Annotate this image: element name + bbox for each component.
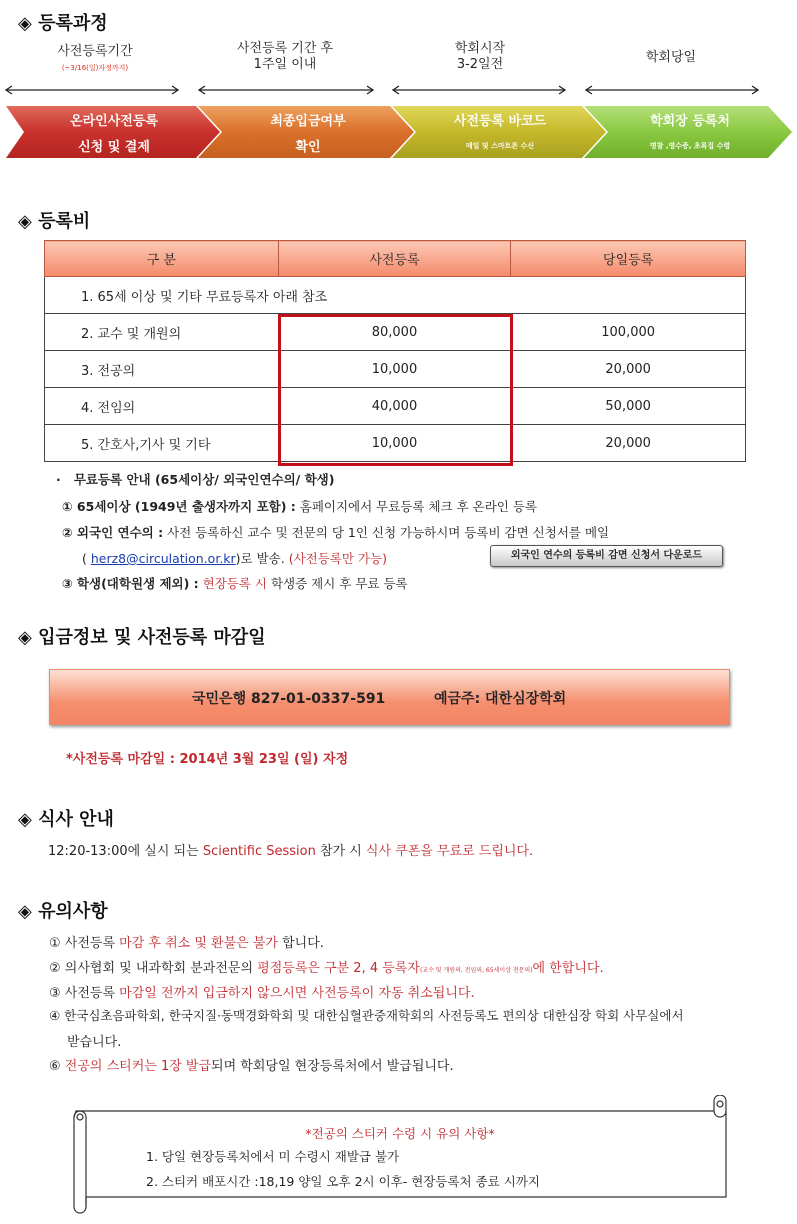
sticker-notice-title: *전공의 스티커 수령 시 유의 사항* [305,1126,495,1141]
step-2: 최종입금여부 확인 [270,114,346,155]
diamond-icon: ◈ [18,901,32,922]
stage-label-pre-registration: 사전등록기간 (~3/16(일)자정까지) [20,44,170,76]
free-registration-item-1: ① 65세이상 (1949년 출생자까지 포함) : 홈페이지에서 무료등록 체크 후 온라인 등록 [62,499,537,514]
section-title-fees: ◈ 등록비 [18,211,91,232]
note-item-5: ⑥ 전공의 스티커는 1장 발급되며 학회당일 현장등록처에서 발급됩니다. [49,1059,454,1074]
download-waiver-form-button[interactable]: 외국인 연수의 등록비 감면 신청서 다운로드 [490,545,723,567]
table-row: 1. 65세 이상 및 기타 무료등록자 아래 참조 [45,277,746,314]
table-row: 2. 교수 및 개원의 80,000 100,000 [45,314,746,351]
step-1: 온라인사전등록 신청 및 결제 [70,114,158,155]
header-pre-registration: 사전등록 [278,241,511,277]
diamond-icon: ◈ [18,809,32,830]
table-row: 3. 전공의 10,000 20,000 [45,351,746,388]
header-category: 구 분 [45,241,279,277]
bank-account: 국민은행 827-01-0337-591 [192,691,386,707]
table-row: 5. 간호사,기사 및 기타 10,000 20,000 [45,425,746,462]
section-title-notes: ◈ 유의사항 [18,901,108,922]
stage-label-after-registration: 사전등록 기간 후 1주일 이내 [236,41,334,72]
registration-deadline: *사전등록 마감일 : 2014년 3월 23일 (일) 자정 [66,752,349,767]
section-title-meal: ◈ 식사 안내 [18,809,114,830]
stage-note: (~3/16(일)자정까지) [61,64,129,72]
fee-table-header [45,241,746,277]
stage-label-conference-start: 학회시작 3-2일전 [454,41,506,72]
note-item-1: ① 사전등록 마감 후 취소 및 환불은 불가 합니다. [49,936,324,951]
step-3: 사전등록 바코드 메일 및 스마트폰 수신 [453,114,547,150]
stage-label-conference-day: 학회당일 [645,50,697,65]
free-registration-item-3: ③ 학생(대학원생 제외) : 현장등록 시 학생증 제시 후 무료 등록 [62,576,408,591]
table-row: 4. 전임의 40,000 50,000 [45,388,746,425]
free-registration-title: · 무료등록 안내 (65세이상/ 외국인연수의/ 학생) [56,472,335,487]
diamond-icon: ◈ [18,211,32,232]
sticker-notice-line-1: 1. 당일 현장등록처에서 미 수령시 재발급 불가 [146,1149,400,1164]
note-item-2: ② 의사협회 및 내과학회 분과전문의 평점등록은 구분 2, 4 등록자(교수 및 개원의, 전임의, 65세이상 전문의)에 한합니다. [49,961,604,976]
free-registration-item-2-email-line: ( herz8@circulation.or.kr)로 발송. (사전등록만 가능) [82,551,387,566]
section-title-payment: ◈ 입금정보 및 사전등록 마감일 [18,627,266,648]
step-4: 학회장 등록처 명찰 ,영수증, 초록집 수령 [649,114,731,150]
diamond-icon: ◈ [18,13,32,34]
free-registration-item-2: ② 외국인 연수의 : 사전 등록하신 교수 및 전문의 당 1인 신청 가능하시며 등록비 감면 신청서를 메일 [62,525,610,540]
timeline-arrows [0,82,797,98]
bank-info-bar [49,669,730,725]
email-link[interactable]: herz8@circulation.or.kr [90,551,236,566]
section-title-registration-process: ◈ 등록과정 [18,13,108,34]
account-holder: 예금주: 대한심장학회 [434,691,567,707]
pre-registration-highlight-box [278,314,513,466]
note-item-4: ④ 한국심초음파학회, 한국지질·동맥경화학회 및 대한심혈관중재학회의 사전등록도 편의상 대한심장 학회 사무실에서 [49,1008,684,1023]
note-item-3: ③ 사전등록 마감일 전까지 입금하지 않으시면 사전등록이 자동 취소됩니다. [49,986,475,1001]
meal-info: 12:20-13:00에 실시 되는 Scientific Session 참가 시 식사 쿠폰을 무료로 드립니다. [48,844,534,859]
sticker-notice-line-2: 2. 스티커 배포시간 :18,19 양일 오후 2시 이후- 현장등록처 종료 시까지 [146,1174,540,1189]
diamond-icon: ◈ [18,627,32,648]
note-item-4-cont: 받습니다. [67,1035,122,1050]
header-onsite-registration: 당일등록 [511,241,746,277]
